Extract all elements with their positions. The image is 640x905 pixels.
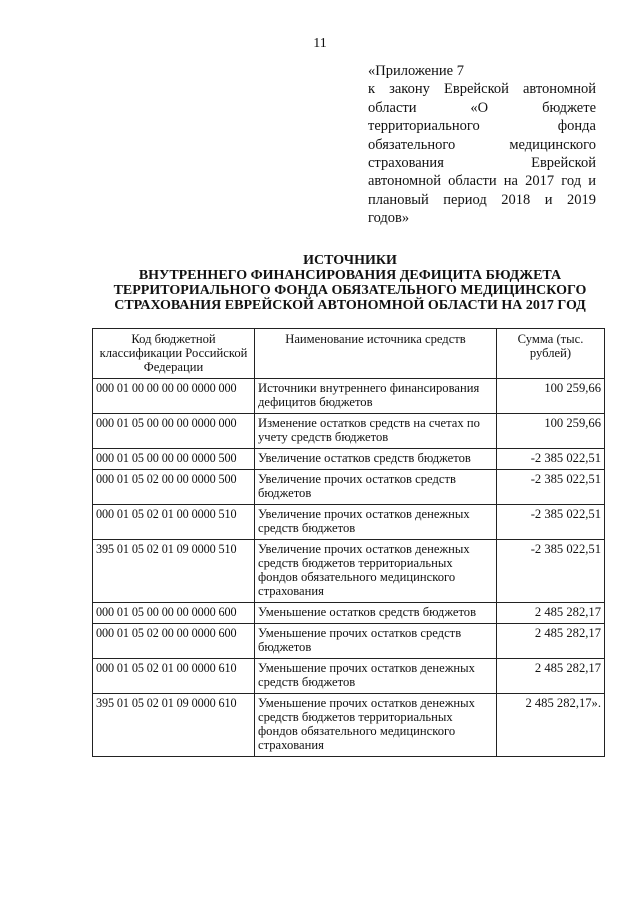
appendix-line: автономной области на 2017 год и	[368, 173, 596, 190]
cell-code: 000 01 05 02 01 00 0000 510	[93, 505, 255, 540]
cell-name: Источники внутреннего финансирования дефицитов бюджетов	[255, 379, 497, 414]
table-row	[93, 540, 605, 603]
table-header-row	[93, 329, 605, 379]
cell-sum: 2 485 282,17	[497, 624, 605, 659]
cell-sum: -2 385 022,51	[497, 505, 605, 540]
table-row	[93, 659, 605, 694]
header-sum: Сумма (тыс. рублей)	[497, 329, 605, 379]
financing-sources-table	[92, 328, 605, 757]
header-name: Наименование источника средств	[255, 329, 497, 379]
title-line: ИСТОЧНИКИ	[303, 253, 397, 268]
cell-code: 000 01 05 00 00 00 0000 600	[93, 603, 255, 624]
cell-name: Изменение остатков средств на счетах по учету средств бюджетов	[255, 414, 497, 449]
cell-name: Уменьшение прочих остатков денежных средств бюджетов территориальных фондов обязательного медицинского страхования	[255, 694, 497, 757]
cell-code: 000 01 05 02 00 00 0000 500	[93, 470, 255, 505]
title-line: СТРАХОВАНИЯ ЕВРЕЙСКОЙ АВТОНОМНОЙ ОБЛАСТИ НА 2017 ГОД	[114, 298, 586, 313]
cell-code: 000 01 05 00 00 00 0000 500	[93, 449, 255, 470]
table-row	[93, 449, 605, 470]
title-line: ВНУТРЕННЕГО ФИНАНСИРОВАНИЯ ДЕФИЦИТА БЮДЖЕТА	[138, 268, 562, 283]
appendix-line: к закону Еврейской автономной	[368, 81, 596, 98]
appendix-caption	[368, 62, 596, 228]
cell-sum: -2 385 022,51	[497, 470, 605, 505]
table-row	[93, 603, 605, 624]
table-row	[93, 694, 605, 757]
cell-code: 000 01 05 02 01 00 0000 610	[93, 659, 255, 694]
appendix-line: страхования Еврейской	[368, 155, 596, 172]
cell-sum: -2 385 022,51	[497, 449, 605, 470]
table-row	[93, 470, 605, 505]
cell-code: 000 01 00 00 00 00 0000 000	[93, 379, 255, 414]
document-title	[70, 253, 630, 313]
appendix-line: области «О бюджете	[368, 99, 596, 116]
appendix-line: обязательного медицинского	[368, 136, 596, 153]
cell-code: 000 01 05 00 00 00 0000 000	[93, 414, 255, 449]
cell-code: 000 01 05 02 00 00 0000 600	[93, 624, 255, 659]
cell-name: Уменьшение прочих остатков средств бюджетов	[255, 624, 497, 659]
title-line: ТЕРРИТОРИАЛЬНОГО ФОНДА ОБЯЗАТЕЛЬНОГО МЕДИЦИНСКОГО	[113, 283, 587, 298]
header-code: Код бюджетной классификации Российской Федерации	[93, 329, 255, 379]
cell-name: Увеличение остатков средств бюджетов	[255, 449, 497, 470]
cell-sum: 2 485 282,17	[497, 603, 605, 624]
appendix-line: плановый период 2018 и 2019	[368, 191, 596, 208]
cell-name: Уменьшение прочих остатков денежных средств бюджетов	[255, 659, 497, 694]
cell-sum: -2 385 022,51	[497, 540, 605, 603]
page-number: 11	[313, 36, 327, 51]
cell-name: Увеличение прочих остатков денежных средств бюджетов территориальных фондов обязательного медицинского страхования	[255, 540, 497, 603]
table-row	[93, 379, 605, 414]
table-row	[93, 414, 605, 449]
cell-name: Увеличение прочих остатков средств бюджетов	[255, 470, 497, 505]
cell-sum: 2 485 282,17	[497, 659, 605, 694]
cell-name: Увеличение прочих остатков денежных средств бюджетов	[255, 505, 497, 540]
cell-code: 395 01 05 02 01 09 0000 610	[93, 694, 255, 757]
appendix-line: годов»	[368, 210, 410, 227]
cell-name: Уменьшение остатков средств бюджетов	[255, 603, 497, 624]
appendix-line: территориального фонда	[368, 118, 596, 135]
table-row	[93, 505, 605, 540]
appendix-line: «Приложение 7	[368, 63, 464, 79]
cell-sum: 100 259,66	[497, 379, 605, 414]
table-row	[93, 624, 605, 659]
cell-sum: 2 485 282,17».	[497, 694, 605, 757]
cell-code: 395 01 05 02 01 09 0000 510	[93, 540, 255, 603]
cell-sum: 100 259,66	[497, 414, 605, 449]
